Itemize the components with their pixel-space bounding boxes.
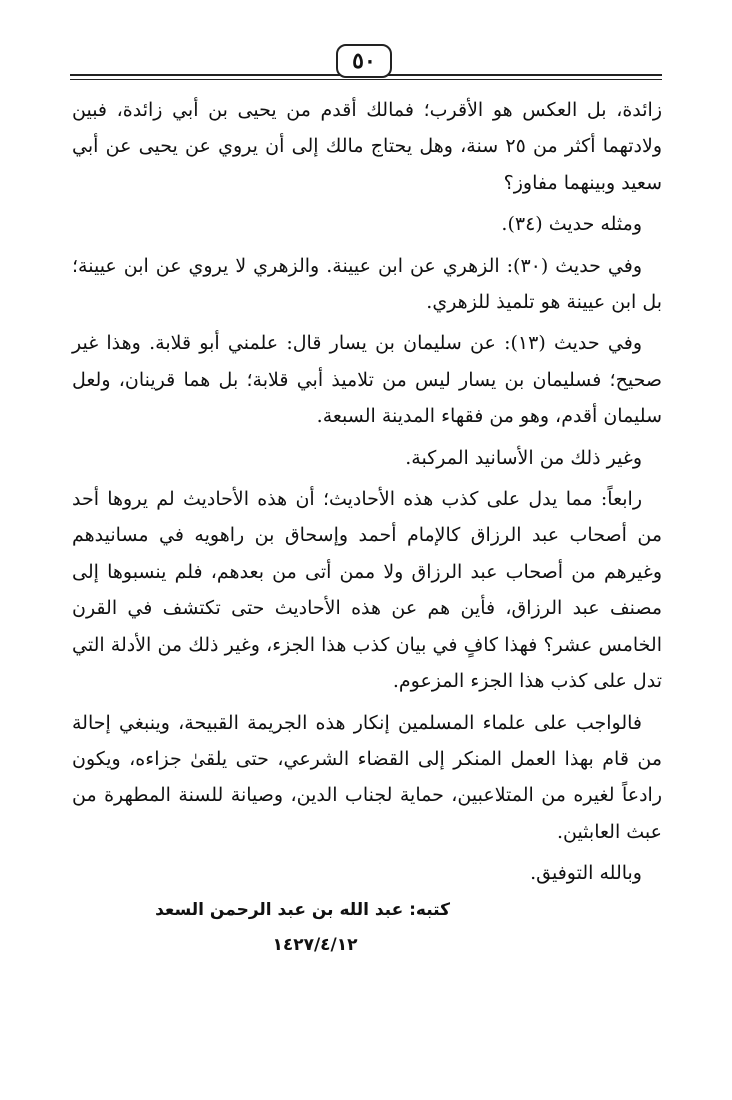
author-signature: كتبه: عبد الله بن عبد الرحمن السعد <box>155 900 450 920</box>
paragraph-fourth-point: رابعاً: مما يدل على كذب هذه الأحاديث؛ أن هذه الأحاديث لم يروها أحد من أصحاب عبد الرزاق كالإمام أحمد وإسحاق بن راهويه في مسانيدهم وغيرهم من أصحاب عبد الرزاق ولا ممن أتى من بعدهم، فلم ينسبوها إلى مصنف عبد الرزاق، فأين هم عن هذه الأحاديث حتى تكتشف في القرن الخامس عشر؟ فهذا كافٍ في بيان كذب هذا الجزء، وغير ذلك من الأدلة التي تدل على كذب هذا الجزء المزعوم. <box>72 488 662 693</box>
paragraph-hadith-13: وفي حديث (١٣): عن سليمان بن يسار قال: علمني أبو قلابة. وهذا غير صحيح؛ فسليمان بن يسار ليس من تلاميذ أبي قلابة؛ بل هما قرينان، ولعل سليمان أقدم، وهو من فقهاء المدينة السبعة. <box>72 332 662 428</box>
paragraph-hadith-30: وفي حديث (٣٠): الزهري عن ابن عيينة. والزهري لا يروي عن ابن عيينة؛ بل ابن عيينة هو تلميذ للزهري. <box>72 254 662 314</box>
paragraph-hadith-34: ومثله حديث (٣٤). <box>501 213 642 236</box>
paragraph-other-chains: وغير ذلك من الأسانيد المركبة. <box>405 446 642 469</box>
signature-date: ١٤٢٧/٤/١٢ <box>272 935 358 955</box>
paragraph-obligation: فالواجب على علماء المسلمين إنكار هذه الجريمة القبيحة، وينبغي إحالة من قام بهذا العمل المنكر إلى القضاء الشرعي، حتى يلقىٰ جزاءه، ويكون رادعاً لغيره من المتلاعبين، حماية لجناب الدين، وصيانة للسنة المطهرة من عبث العابثين. <box>72 711 662 843</box>
page-body <box>72 92 662 897</box>
paragraph-continuation: زائدة، بل العكس هو الأقرب؛ فمالك أقدم من يحيى بن أبي زائدة، فبين ولادتهما أكثر من ٢٥ سنة، وهل يحتاج مالك إلى أن يروي عن يحيى عن أبي سعيد وبينهما مفاوز؟ <box>72 99 663 194</box>
header-rule-thin <box>70 79 662 80</box>
paragraph-closing: وبالله التوفيق. <box>530 862 642 885</box>
page-number: ٥٠ <box>336 44 392 78</box>
